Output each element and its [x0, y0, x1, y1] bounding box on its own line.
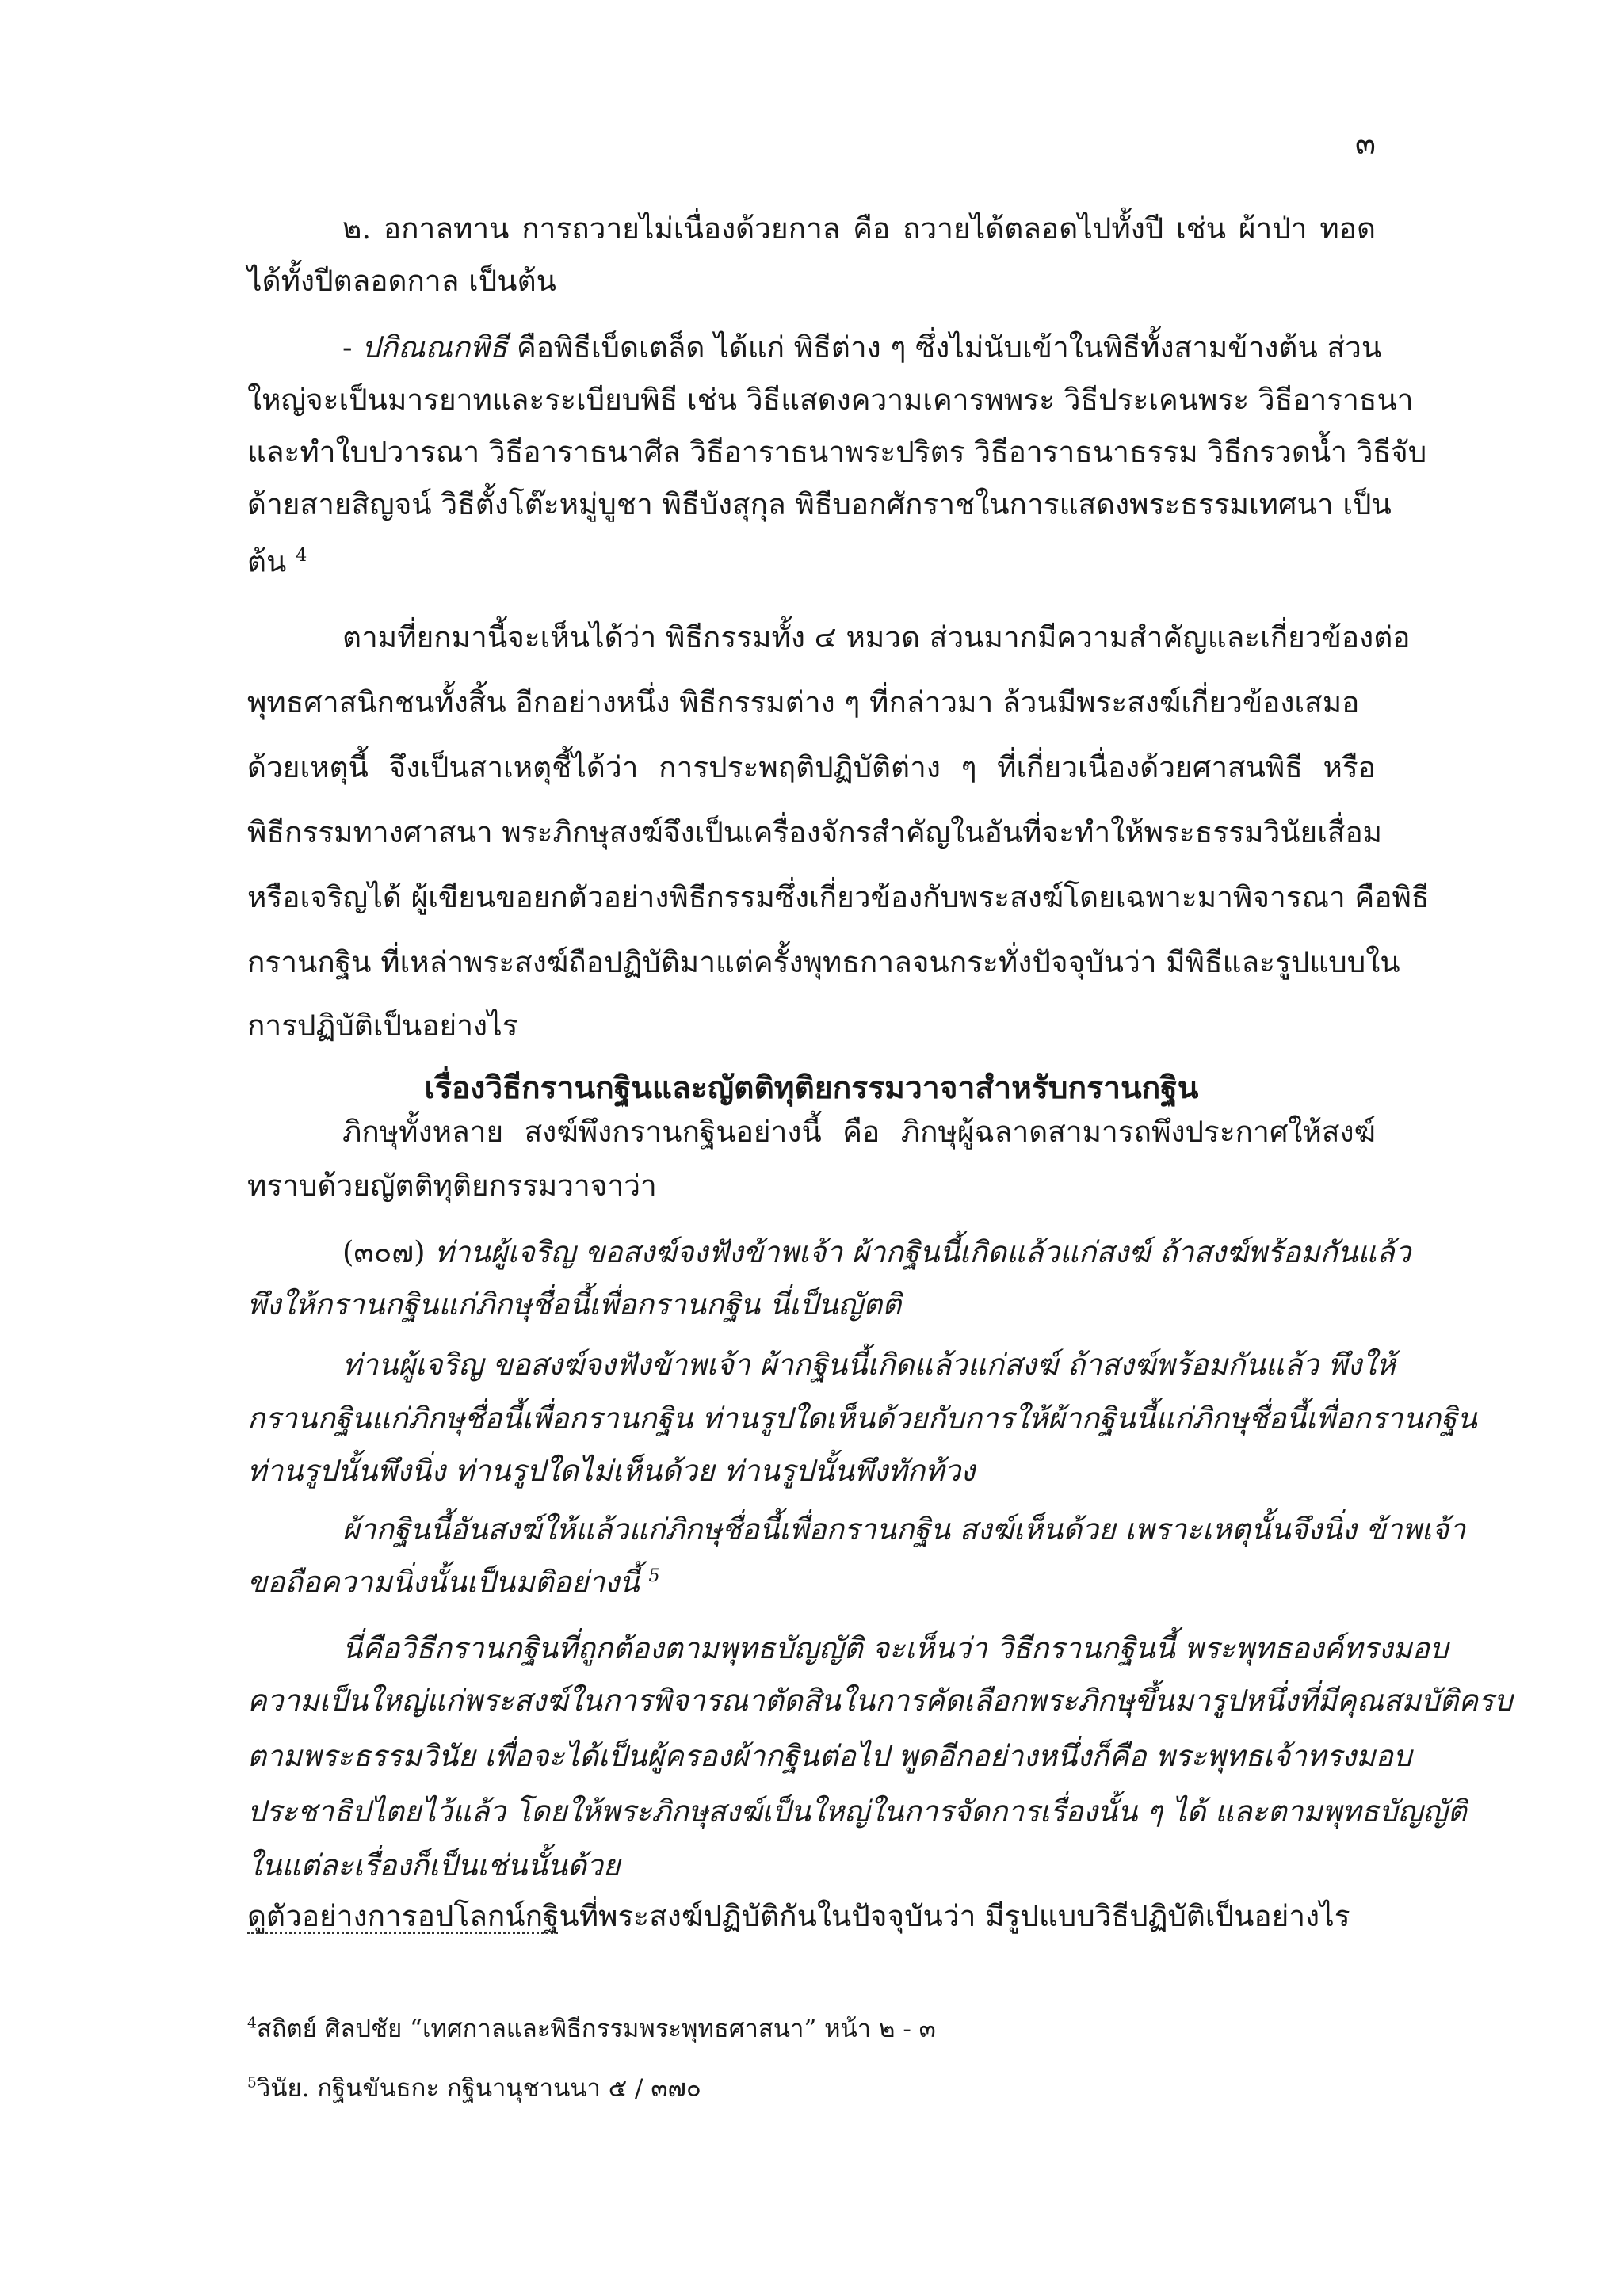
- term-pakinnaka: ปกิณณกพิธี: [361, 330, 508, 364]
- text-line: ทราบด้วยญัตติทุติยกรรมวาจาว่า: [247, 1169, 657, 1203]
- page-number: ๓: [1355, 126, 1376, 161]
- footnote-ref: 4: [296, 545, 307, 566]
- clause-number: (๓๐๗): [342, 1235, 426, 1269]
- text-line: [342, 1235, 1411, 1269]
- text-line: [342, 330, 1382, 364]
- text-line: [247, 544, 1376, 579]
- text-line: พึงให้กรานกฐินแก่ภิกษุชื่อนี้เพื่อกรานกฐิน นี่เป็นญัตติ: [247, 1287, 902, 1322]
- text-line: กรานกฐินแก่ภิกษุชื่อนี้เพื่อกรานกฐิน ท่านรูปใดเห็นด้วยกับการให้ผ้ากฐินนี้แก่ภิกษุชื่อนี้เพื่อกรานกฐิน: [247, 1402, 1477, 1436]
- text-line: [247, 1565, 1376, 1600]
- text-line: นี่คือวิธีกรานกฐินที่ถูกต้องตามพุทธบัญญัติ จะเห็นว่า วิธีกรานกฐินนี้ พระพุทธองค์ทรงมอบ: [342, 1631, 1449, 1665]
- text-run: ต้น: [247, 544, 287, 579]
- text-line: พิธีกรรมทางศาสนา พระภิกษุสงฆ์จึงเป็นเครื่องจักรสำคัญในอันที่จะทำให้พระธรรมวินัยเสื่อม: [247, 815, 1383, 849]
- footnote-number: 4: [247, 2015, 257, 2032]
- text-line: กรานกฐิน ที่เหล่าพระสงฆ์ถือปฏิบัติมาแต่ครั้งพุทธกาลจนกระทั่งปัจจุบันว่า มีพิธีและรูปแบบใน: [247, 945, 1400, 979]
- text-line: ๒. อกาลทาน การถวายไม่เนื่องด้วยกาล คือ ถวายได้ตลอดไปทั้งปี เช่น ผ้าป่า ทอด: [342, 212, 1376, 246]
- text-line: การปฏิบัติเป็นอย่างไร: [247, 1009, 518, 1043]
- footnote: [247, 2008, 936, 2048]
- text-line: ใหญ่จะเป็นมารยาทและระเบียบพิธี เช่น วิธีแสดงความเคารพพระ วิธีประเคนพระ วิธีอาราธนา: [247, 383, 1414, 417]
- footnote-number: 5: [247, 2074, 257, 2092]
- text-run: ขอถือความนิ่งนั้นเป็นมติอย่างนี้: [247, 1565, 640, 1600]
- text-line: ความเป็นใหญ่แก่พระสงฆ์ในการพิจารณาตัดสินในการคัดเลือกพระภิกษุขึ้นมารูปหนึ่งที่มีคุณสมบัติครบ: [247, 1684, 1513, 1718]
- text-line: ด้วยเหตุนี้ จึงเป็นสาเหตุชี้ได้ว่า การประพฤติปฏิบัติต่าง ๆ ที่เกี่ยวเนื่องด้วยศาสนพิธี หรือ: [247, 750, 1376, 784]
- text-line: ท่านผู้เจริญ ขอสงฆ์จงฟังข้าพเจ้า ผ้ากฐินนี้เกิดแล้วแก่สงฆ์ ถ้าสงฆ์พร้อมกันแล้ว พึงให้: [342, 1348, 1396, 1382]
- text-line: ท่านรูปนั้นพึงนิ่ง ท่านรูปใดไม่เห็นด้วย ท่านรูปนั้นพึงทักท้วง: [247, 1454, 976, 1488]
- text-line: และทำใบปวารณา วิธีอาราธนาศีล วิธีอาราธนาพระปริตร วิธีอาราธนาธรรม วิธีกรวดน้ำ วิธีจับ: [247, 435, 1427, 469]
- text-line: พุทธศาสนิกชนทั้งสิ้น อีกอย่างหนึ่ง พิธีกรรมต่าง ๆ ที่กล่าวมา ล้วนมีพระสงฆ์เกี่ยวข้องเสมอ: [247, 685, 1360, 719]
- text-line: หรือเจริญได้ ผู้เขียนขอยกตัวอย่างพิธีกรรมซึ่งเกี่ยวข้องกับพระสงฆ์โดยเฉพาะมาพิจารณา คือพิธี: [247, 880, 1430, 914]
- footnote-text: วินัย. กฐินขันธกะ กฐินานุชานนา ๕ / ๓๗๐: [256, 2074, 701, 2103]
- text-line: ได้ทั้งปีตลอดกาล เป็นต้น: [247, 264, 556, 298]
- dash: -: [342, 330, 362, 364]
- text-line: ภิกษุทั้งหลาย สงฆ์พึงกรานกฐินอย่างนี้ คือ ภิกษุผู้ฉลาดสามารถพึงประกาศให้สงฆ์: [342, 1115, 1376, 1149]
- footnote-separator: [247, 1932, 558, 1934]
- footnote: [247, 2068, 701, 2107]
- footnote-ref: 5: [648, 1566, 660, 1586]
- text-line: ประชาธิปไตยไว้แล้ว โดยให้พระภิกษุสงฆ์เป็นใหญ่ในการจัดการเรื่องนั้น ๆ ได้ และตามพุทธบัญญัติ: [247, 1794, 1467, 1829]
- text-run: คือพิธีเบ็ดเตล็ด ได้แก่ พิธีต่าง ๆ ซึ่งไม่นับเข้าในพิธีทั้งสามข้างต้น ส่วน: [507, 330, 1382, 364]
- text-line: ตามพระธรรมวินัย เพื่อจะได้เป็นผู้ครองผ้ากฐินต่อไป พูดอีกอย่างหนึ่งก็คือ พระพุทธเจ้าทรงมอบ: [247, 1739, 1412, 1773]
- text-run: ท่านผู้เจริญ ขอสงฆ์จงฟังข้าพเจ้า ผ้ากฐินนี้เกิดแล้วแก่สงฆ์ ถ้าสงฆ์พร้อมกันแล้ว: [425, 1235, 1411, 1269]
- text-line: ผ้ากฐินนี้อันสงฆ์ให้แล้วแก่ภิกษุชื่อนี้เพื่อกรานกฐิน สงฆ์เห็นด้วย เพราะเหตุนั้นจึงนิ่ง ข้าพเจ้า: [342, 1512, 1466, 1547]
- text-line: ด้ายสายสิญจน์ วิธีตั้งโต๊ะหมู่บูชา พิธีบังสุกุล พิธีบอกศักราชในการแสดงพระธรรมเทศนา เป็น: [247, 487, 1392, 521]
- text-line: ดูตัวอย่างการอปโลกน์กฐินที่พระสงฆ์ปฏิบัติกันในปัจจุบันว่า มีรูปแบบวิธีปฏิบัติเป็นอย่างไร: [247, 1899, 1350, 1933]
- text-line: ในแต่ละเรื่องก็เป็นเช่นนั้นด้วย: [247, 1848, 621, 1882]
- section-heading: เรื่องวิธีกรานกฐินและญัตติทุติยกรรมวาจาสำหรับกรานกฐิน: [424, 1070, 1199, 1106]
- footnote-text: สถิตย์ ศิลปชัย “เทศกาลและพิธีกรรมพระพุทธศาสนา” หน้า ๒ - ๓: [256, 2015, 936, 2043]
- text-line: ตามที่ยกมานี้จะเห็นได้ว่า พิธีกรรมทั้ง ๔ หมวด ส่วนมากมีความสำคัญและเกี่ยวข้องต่อ: [342, 620, 1411, 654]
